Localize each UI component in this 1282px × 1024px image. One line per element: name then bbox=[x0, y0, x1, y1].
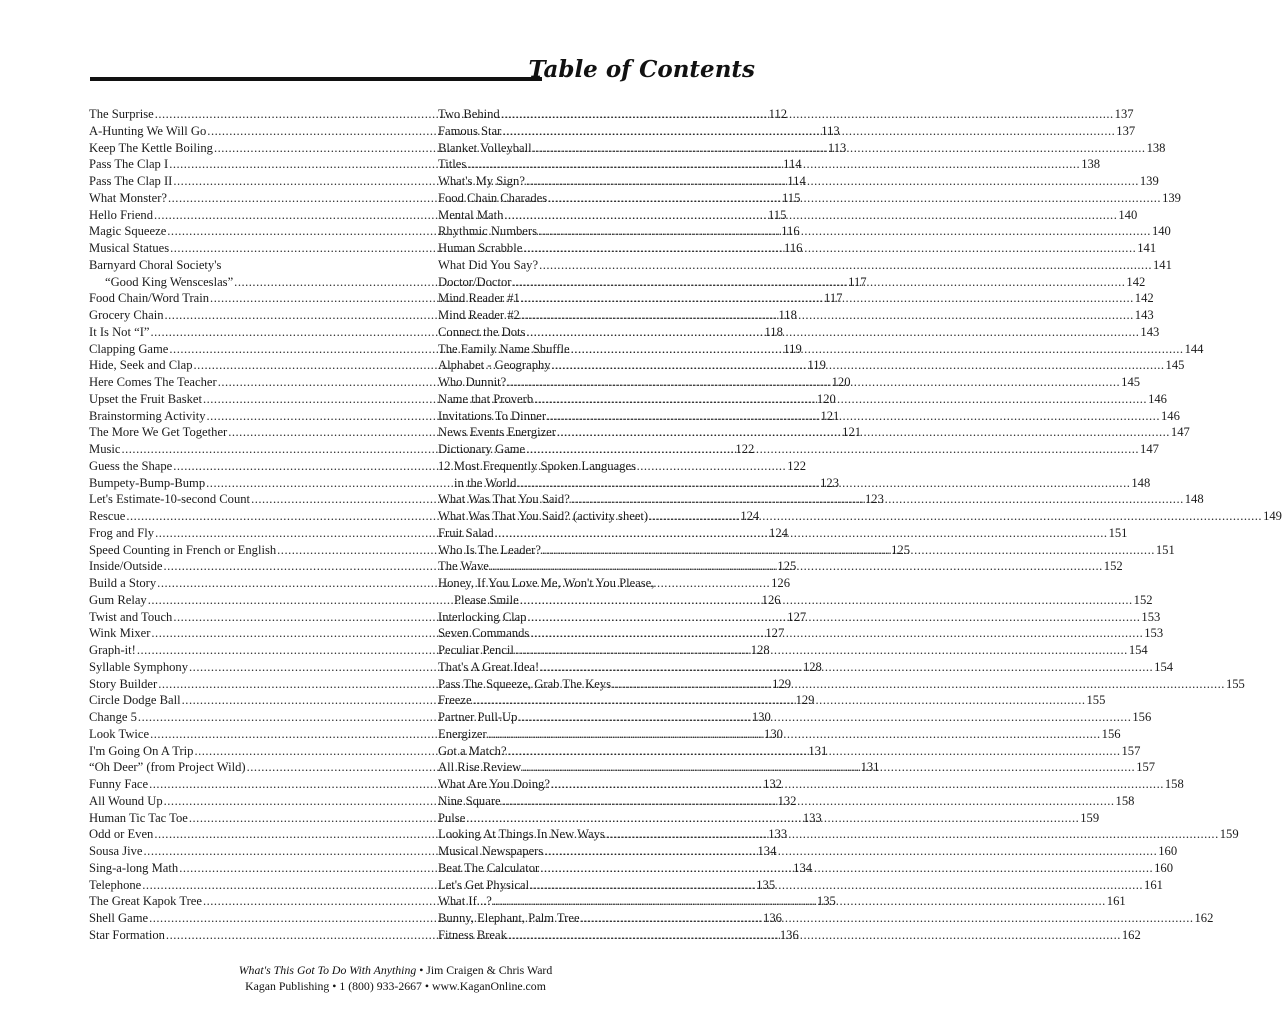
toc-entry-page-number: 147 bbox=[1170, 425, 1190, 440]
dot-leader bbox=[488, 726, 1101, 743]
dot-leader bbox=[649, 508, 1262, 525]
toc-entry-page-number: 118 bbox=[764, 324, 783, 339]
toc-entry-page-number: 124 bbox=[769, 525, 788, 540]
dot-leader bbox=[493, 893, 1106, 910]
toc-entry-title: Clapping Game bbox=[89, 341, 169, 356]
toc-entry-page-number: 142 bbox=[1126, 274, 1146, 289]
toc-entry-title: Let's Get Physical bbox=[438, 877, 530, 892]
toc-entry-title: Blanket Volleyball bbox=[438, 140, 532, 155]
toc-entry-page-number: 142 bbox=[1134, 291, 1154, 306]
toc-entry-title: Circle Dodge Ball bbox=[89, 693, 181, 708]
toc-entry-title: Peculiar Pencil bbox=[438, 643, 514, 657]
dot-leader bbox=[540, 659, 1153, 676]
footer-separator: • bbox=[421, 979, 432, 993]
dot-leader bbox=[523, 240, 1136, 257]
toc-entry-title: What's My Sign? bbox=[438, 174, 525, 188]
toc-entry-title: Shell Game bbox=[89, 911, 149, 925]
toc-entry-page-number: 116 bbox=[781, 224, 800, 239]
toc-entry-page-number: 149 bbox=[1263, 509, 1282, 523]
toc-entry-title: Star Formation bbox=[89, 927, 165, 942]
toc-entry-title: Inside/Outside bbox=[89, 559, 163, 574]
toc-entry-page-number: 148 bbox=[1184, 492, 1204, 507]
toc-entry-page-number: 131 bbox=[808, 743, 828, 758]
dot-leader bbox=[612, 676, 1225, 693]
dot-leader bbox=[548, 190, 1161, 207]
toc-entry-title: Dictionary Game bbox=[438, 442, 526, 456]
toc-entry-title: Odd or Even bbox=[89, 827, 154, 842]
toc-entry-page-number: 155 bbox=[1086, 693, 1106, 708]
toc-entry-page-number: 161 bbox=[1144, 877, 1163, 892]
toc-entry-title: Got a Match? bbox=[438, 743, 507, 758]
toc-entry-title: Connect the Dots bbox=[438, 324, 526, 339]
toc-entry-title: Hide, Seek and Clap bbox=[89, 358, 193, 373]
toc-entry-title: Upset the Fruit Basket bbox=[89, 391, 202, 406]
dot-leader bbox=[515, 642, 1128, 659]
toc-entry-title: Fruit Salad bbox=[438, 525, 494, 540]
dot-leader bbox=[495, 525, 1108, 542]
toc-entry-title: Look Twice bbox=[89, 726, 150, 741]
toc-entry-page-number: 129 bbox=[772, 676, 792, 691]
toc-entry-page-number: 158 bbox=[1115, 793, 1135, 808]
toc-entry-title: Bunny, Elephant, Palm Tree bbox=[438, 911, 580, 925]
dot-leader bbox=[530, 625, 1143, 642]
toc-entry-page-number: 136 bbox=[763, 911, 782, 925]
toc-entry-title: What Did You Say? bbox=[438, 257, 539, 272]
toc-entry-title: Guess the Shape bbox=[89, 458, 173, 473]
toc-entry-title: Invitations To Dinner bbox=[438, 408, 547, 423]
toc-entry-page-number: 156 bbox=[1101, 726, 1121, 741]
toc-entry-title: It Is Not “I” bbox=[89, 324, 150, 339]
footer-publisher: Kagan Publishing bbox=[245, 979, 330, 993]
dot-leader bbox=[547, 408, 1160, 425]
dot-leader bbox=[526, 324, 1139, 341]
toc-entry-title: Looking At Things In New Ways bbox=[438, 827, 605, 842]
toc-entry-title: Human Scrabble bbox=[438, 241, 523, 255]
toc-entry-title: Keep The Kettle Boiling bbox=[89, 140, 213, 155]
toc-entry-page-number: 119 bbox=[783, 341, 802, 356]
toc-entry-title: What Are You Doing? bbox=[438, 777, 550, 791]
toc-entry-page-number: 133 bbox=[802, 810, 822, 825]
toc-entry-title: Food Chain Charades bbox=[438, 190, 548, 205]
toc-entry-title: Honey, If You Love Me, Won't You Please, bbox=[438, 576, 655, 590]
toc-entry-page-number: 138 bbox=[1146, 140, 1166, 155]
toc-entry-page-number: 130 bbox=[764, 726, 783, 741]
toc-entry-page-number: 157 bbox=[1136, 760, 1156, 775]
toc-entry-title: Who Is The Leader? bbox=[438, 542, 541, 557]
toc-entry-title: Alphabet - Geography bbox=[438, 358, 551, 373]
toc-entry-title: Fitness Break bbox=[438, 927, 507, 942]
dot-leader bbox=[533, 140, 1146, 157]
dot-leader bbox=[501, 106, 1114, 123]
dot-leader bbox=[571, 341, 1184, 358]
toc-entry-page-number: 128 bbox=[750, 643, 770, 657]
toc-entry-page-number: 160 bbox=[1158, 844, 1178, 858]
toc-entry-title: Grocery Chain bbox=[89, 308, 164, 322]
toc-entry-title: Frog and Fly bbox=[89, 525, 155, 540]
toc-entry-title: I'm Going On A Trip bbox=[89, 743, 194, 758]
toc-entry-page-number: 152 bbox=[1103, 559, 1123, 574]
toc-entry-title: Rescue bbox=[89, 509, 126, 523]
footer-separator: • bbox=[329, 979, 340, 993]
dot-leader bbox=[557, 424, 1170, 441]
toc-entry-page-number: 151 bbox=[1108, 525, 1128, 540]
dot-leader bbox=[490, 558, 1103, 575]
dot-leader bbox=[542, 542, 1155, 559]
toc-entry-page-number: 162 bbox=[1121, 927, 1141, 942]
toc-entry-page-number: 160 bbox=[1154, 860, 1174, 875]
toc-entry-page-number: 140 bbox=[1151, 224, 1171, 239]
toc-entry-page-number: 139 bbox=[1162, 190, 1181, 205]
dot-leader bbox=[581, 910, 1194, 927]
toc-entry-page-number: 135 bbox=[756, 877, 776, 892]
dot-leader bbox=[521, 290, 1134, 307]
toc-entry-page-number: 129 bbox=[795, 693, 815, 708]
toc-entry-page-number: 113 bbox=[821, 123, 840, 138]
toc-entry-page-number: 125 bbox=[777, 559, 797, 574]
dot-leader bbox=[521, 307, 1134, 324]
dot-leader bbox=[538, 223, 1151, 240]
dot-leader bbox=[527, 609, 1140, 626]
toc-entry-title: Human Tic Tac Toe bbox=[89, 810, 188, 825]
toc-entry-title: Funny Face bbox=[89, 777, 149, 791]
toc-entry-title: Pulse bbox=[438, 810, 466, 825]
toc-entry-page-number: 146 bbox=[1160, 408, 1180, 423]
toc-entry-page-number: 119 bbox=[807, 358, 826, 373]
toc-entry-title: Interlocking Clap bbox=[438, 609, 527, 624]
dot-leader bbox=[526, 441, 1139, 458]
toc-entry-title: Energizer bbox=[438, 726, 487, 741]
toc-entry-title: Mind Reader #2 bbox=[438, 308, 520, 322]
toc-entry-page-number: 144 bbox=[1184, 341, 1204, 356]
toc-entry-page-number: 158 bbox=[1164, 777, 1184, 791]
toc-entry-page-number: 159 bbox=[1219, 827, 1239, 842]
toc-entry-page-number: 131 bbox=[860, 760, 880, 775]
toc-entry-title: The Wave bbox=[438, 559, 489, 574]
dot-leader bbox=[518, 709, 1131, 726]
toc-entry-page-number: 161 bbox=[1106, 894, 1126, 909]
toc-entry-title: Story Builder bbox=[89, 676, 158, 691]
toc-entry-page-number: 137 bbox=[1114, 107, 1134, 121]
dot-leader bbox=[540, 860, 1153, 877]
toc-entry-page-number: 126 bbox=[761, 592, 781, 607]
dot-leader bbox=[467, 156, 1080, 173]
toc-entry-page-number: 140 bbox=[1118, 207, 1138, 222]
footer-website[interactable]: www.KaganOnline.com bbox=[431, 979, 546, 993]
toc-entry-title: Doctor/Doctor bbox=[438, 274, 512, 289]
toc-entry-title: Bumpety-Bump-Bump bbox=[89, 475, 206, 490]
dot-leader bbox=[502, 793, 1115, 810]
toc-entry-page-number: 154 bbox=[1154, 659, 1174, 674]
toc-entry-page-number: 135 bbox=[816, 894, 836, 909]
toc-entry-title: Who Dunnit? bbox=[438, 375, 507, 389]
toc-entry-page-number: 113 bbox=[827, 140, 847, 155]
toc-entry-title: Let's Estimate-10-second Count bbox=[89, 492, 251, 507]
toc-entry-title: Music bbox=[89, 442, 121, 456]
toc-entry-title: Pass The Clap II bbox=[89, 174, 173, 188]
dot-leader bbox=[544, 843, 1157, 860]
dot-leader bbox=[526, 173, 1139, 190]
toc-entry-title: Mental Math bbox=[438, 207, 504, 222]
footer-phone: 1 (800) 933-2667 bbox=[339, 979, 422, 993]
toc-entry-page-number: 159 bbox=[1080, 810, 1100, 825]
toc-entry-title: News Events Energizer bbox=[438, 425, 556, 440]
toc-entry[interactable] bbox=[438, 257, 1172, 274]
toc-entry-page-number: 130 bbox=[751, 710, 771, 724]
toc-entry-title: Freeze bbox=[438, 693, 472, 708]
toc-entry-page-number: 137 bbox=[1116, 123, 1136, 138]
footer-authors: Jim Craigen & Chris Ward bbox=[426, 963, 553, 977]
toc-entry-title: 12 Most Frequently Spoken Languages bbox=[438, 458, 636, 473]
toc-entry-title-continued: Please Smile bbox=[454, 592, 519, 607]
toc-entry-title: What Was That You Said? bbox=[438, 492, 570, 507]
toc-entry-page-number: 148 bbox=[1131, 475, 1151, 490]
toc-entry-title: Here Comes The Teacher bbox=[89, 375, 217, 389]
dot-leader bbox=[466, 810, 1079, 827]
toc-entry-page-number: 133 bbox=[768, 827, 788, 842]
toc-entry-page-number: 147 bbox=[1140, 442, 1159, 456]
toc-entry-title: Wink Mixer bbox=[89, 626, 151, 641]
toc-entry-page-number: 122 bbox=[735, 442, 755, 456]
toc-entry-page-number: 155 bbox=[1225, 676, 1245, 691]
toc-entry-title: Hello Friend bbox=[89, 207, 154, 222]
toc-entry-title: A-Hunting We Will Go bbox=[89, 123, 207, 138]
toc-entry-page-number: 127 bbox=[765, 626, 785, 641]
toc-entry-page-number: 126 bbox=[771, 576, 790, 590]
dot-leader bbox=[522, 759, 1135, 776]
toc-entry-page-number: 121 bbox=[842, 425, 862, 440]
header-rule bbox=[90, 77, 542, 81]
toc-entry-page-number: 123 bbox=[820, 475, 839, 490]
toc-entry-title: The Great Kapok Tree bbox=[89, 894, 202, 909]
toc-entry-page-number: 139 bbox=[1139, 174, 1159, 188]
toc-entry-title: The Family Name Shuffle bbox=[438, 341, 570, 356]
toc-entry-title: Famous Star bbox=[438, 123, 502, 138]
toc-entry-title: Speed Counting in French or English bbox=[89, 542, 277, 557]
toc-entry-page-number: 138 bbox=[1081, 157, 1101, 172]
toc-entry-title: Food Chain/Word Train bbox=[89, 291, 210, 306]
toc-entry-title: Sousa Jive bbox=[89, 844, 143, 858]
toc-entry-title: Twist and Touch bbox=[89, 609, 173, 624]
toc-entry-page-number: 120 bbox=[831, 375, 851, 389]
toc-entry-title: Mind Reader #1 bbox=[438, 291, 520, 306]
toc-entry-title: Brainstorming Activity bbox=[89, 408, 206, 423]
footer-publisher-line bbox=[0, 979, 791, 994]
toc-entry-page-number: 128 bbox=[802, 659, 822, 674]
dot-leader bbox=[520, 592, 1133, 609]
toc-entry-title: What Was That You Said? (activity sheet) bbox=[438, 509, 649, 523]
footer-book-title: What's This Got To Do With Anything bbox=[238, 963, 417, 977]
toc-entry-title: All Wound Up bbox=[89, 793, 163, 808]
dot-leader bbox=[504, 207, 1117, 224]
toc-entry-page-number: 157 bbox=[1121, 743, 1141, 758]
dot-leader bbox=[530, 877, 1143, 894]
toc-entry-page-number: 141 bbox=[1137, 241, 1157, 255]
toc-entry-title: Barnyard Choral Society's bbox=[89, 257, 222, 272]
toc-entry-title: Change 5 bbox=[89, 710, 137, 724]
toc-entry-page-number: 117 bbox=[848, 274, 867, 289]
toc-entry-page-number: 151 bbox=[1155, 542, 1175, 557]
toc-entry-title: Magic Squeeze bbox=[89, 224, 167, 239]
dot-leader bbox=[512, 274, 1125, 291]
dot-leader bbox=[551, 776, 1164, 793]
toc-entry-page-number: 121 bbox=[820, 408, 840, 423]
toc-entry-page-number: 146 bbox=[1148, 391, 1167, 406]
dot-leader bbox=[606, 826, 1219, 843]
toc-entry-page-number: 132 bbox=[777, 793, 797, 808]
toc-entry-title: What If...? bbox=[438, 894, 492, 909]
toc-entry-title: Two Behind bbox=[438, 107, 500, 121]
toc-entry-title: That's A Great Idea! bbox=[438, 659, 540, 674]
toc-entry-page-number: 145 bbox=[1121, 375, 1141, 389]
toc-entry-page-number: 156 bbox=[1132, 710, 1152, 724]
toc-entry-page-number: 127 bbox=[787, 609, 807, 624]
page-title: Table of Contents bbox=[528, 56, 755, 83]
toc-entry-title: The More We Get Together bbox=[89, 425, 228, 440]
footer-book-line bbox=[0, 963, 791, 978]
toc-entry-page-number: 115 bbox=[781, 190, 801, 205]
toc-entry-page-number: 114 bbox=[783, 157, 802, 172]
toc-entry-page-number: 123 bbox=[865, 492, 884, 507]
toc-entry-title: Pass The Squeeze, Grab The Keys bbox=[438, 676, 612, 691]
toc-entry-title: Partner Pull-Up bbox=[438, 710, 518, 724]
toc-entry-page-number: 153 bbox=[1144, 626, 1164, 641]
toc-entry-title: Syllable Symphony bbox=[89, 659, 189, 674]
dot-leader bbox=[517, 475, 1130, 492]
toc-entry-page-number: 112 bbox=[768, 107, 788, 121]
dot-leader bbox=[539, 257, 1152, 274]
toc-entry-page-number: 118 bbox=[778, 308, 797, 322]
toc-entry-page-number: 117 bbox=[823, 291, 843, 306]
dot-leader bbox=[508, 927, 1121, 944]
toc-entry-title: Build a Story bbox=[89, 576, 157, 590]
toc-entry-title: Pass The Clap I bbox=[89, 157, 169, 172]
toc-entry-title: Telephone bbox=[89, 877, 142, 892]
dot-leader bbox=[502, 123, 1115, 140]
toc-entry-page-number: 154 bbox=[1128, 643, 1148, 657]
dot-leader bbox=[473, 692, 1086, 709]
toc-entry-page-number: 134 bbox=[757, 844, 777, 858]
toc-entry-title: The Surprise bbox=[89, 107, 154, 121]
toc-entry-page-number: 136 bbox=[779, 927, 799, 942]
toc-entry-title: “Oh Deer” (from Project Wild) bbox=[89, 760, 246, 775]
toc-entry-page-number: 152 bbox=[1133, 592, 1153, 607]
toc-entry-page-number: 143 bbox=[1140, 324, 1160, 339]
dot-leader bbox=[534, 391, 1147, 408]
toc-entry-page-number: 114 bbox=[787, 174, 806, 188]
toc-entry-page-number: 124 bbox=[740, 509, 760, 523]
dot-leader bbox=[508, 743, 1121, 760]
toc-entry-page-number: 132 bbox=[763, 777, 782, 791]
toc-entry-title: Nine Square bbox=[438, 793, 501, 808]
toc-entry-title: Graph-it! bbox=[89, 643, 136, 657]
toc-entry-title: Musical Statues bbox=[89, 241, 170, 255]
toc-entry-title: Titles bbox=[438, 157, 467, 172]
toc-entry-title: Sing-a-long Math bbox=[89, 860, 179, 875]
toc-entry-page-number: 115 bbox=[767, 207, 787, 222]
toc-entry-title: Rhythmic Numbers bbox=[438, 224, 537, 239]
toc-entry[interactable] bbox=[438, 441, 1159, 458]
toc-entry-page-number: 145 bbox=[1165, 358, 1185, 373]
toc-entry-page-number: 122 bbox=[787, 458, 807, 473]
footer-separator: • bbox=[416, 963, 427, 977]
toc-entry-title: Gum Relay bbox=[89, 592, 147, 607]
dot-leader bbox=[571, 491, 1184, 508]
toc-entry-title: Seven Commands bbox=[438, 626, 530, 641]
toc-entry-title-continued: “Good King Wensceslas” bbox=[105, 274, 234, 289]
dot-leader bbox=[552, 357, 1165, 374]
toc-entry-page-number: 116 bbox=[784, 241, 803, 255]
toc-entry[interactable] bbox=[438, 508, 1282, 525]
dot-leader bbox=[507, 374, 1120, 391]
toc-entry-title: All Rise Review bbox=[438, 760, 522, 775]
toc-entry-title: What Monster? bbox=[89, 190, 167, 205]
toc-entry-title: Musical Newspapers bbox=[438, 844, 544, 858]
toc-entry-page-number: 153 bbox=[1141, 609, 1161, 624]
toc-entry-page-number: 120 bbox=[816, 391, 836, 406]
toc-entry-title: Name that Proverb bbox=[438, 391, 534, 406]
toc-entry-title-continued: in the World bbox=[454, 475, 517, 490]
toc-entry-page-number: 143 bbox=[1134, 308, 1154, 322]
toc-entry-title: Beat The Calculator bbox=[438, 860, 540, 875]
toc-entry-page-number: 141 bbox=[1153, 257, 1172, 272]
toc-entry-page-number: 162 bbox=[1194, 911, 1214, 925]
toc-entry-page-number: 134 bbox=[793, 860, 813, 875]
toc-entry-page-number: 125 bbox=[891, 542, 910, 557]
